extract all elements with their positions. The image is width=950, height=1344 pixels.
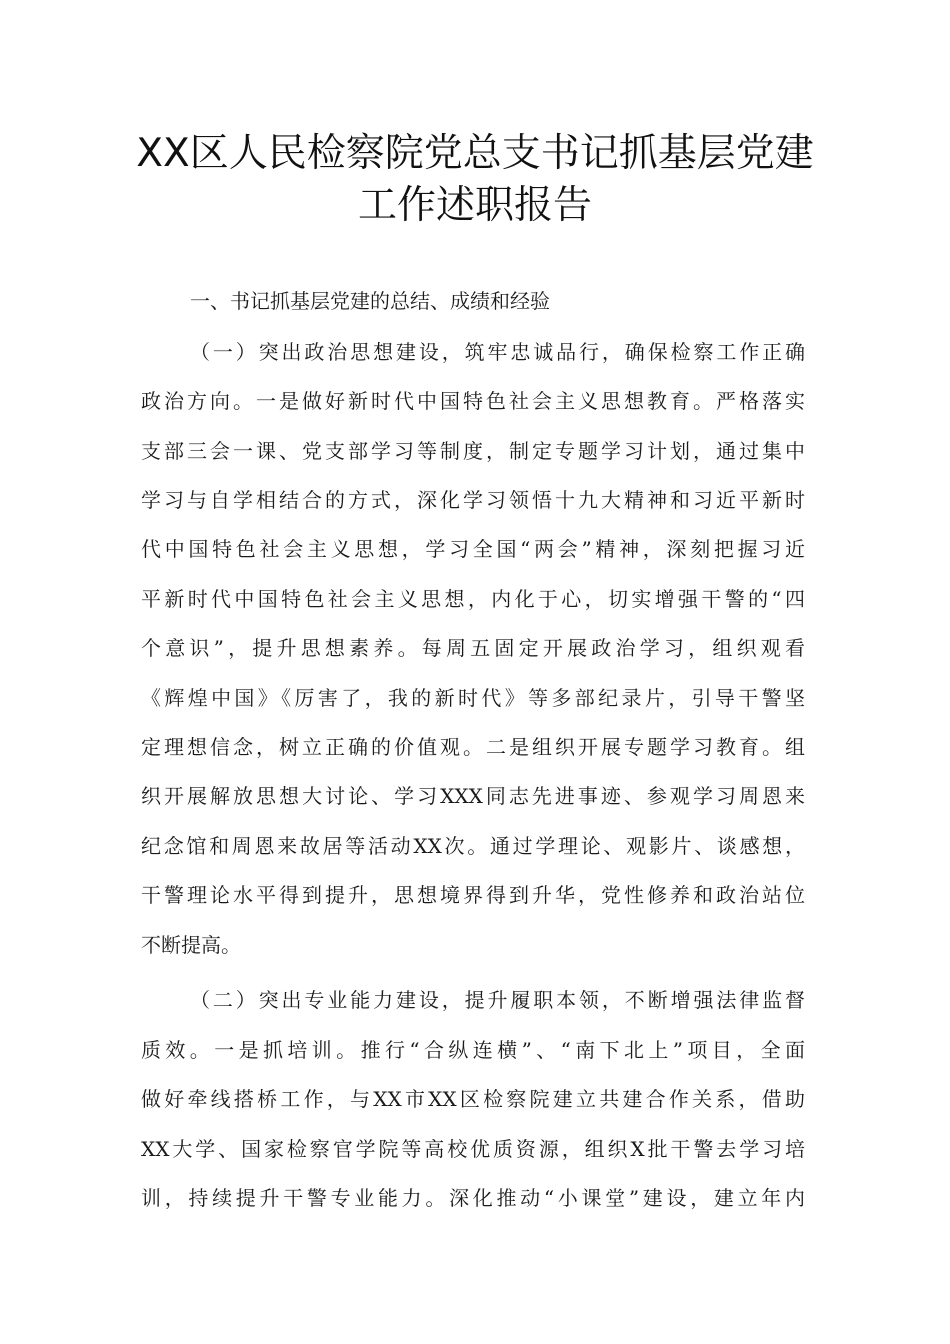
paragraph-line: 织开展解放思想大讨论、学习XXX同志先进事迹、参观学习周恩来: [141, 784, 805, 808]
paragraph-line: 训，持续提升干警专业能力。深化推动“小课堂”建设，建立年内: [141, 1186, 805, 1210]
section-heading: 一、书记抓基层党建的总结、成绩和经验: [190, 289, 550, 313]
paragraph-line: 学习与自学相结合的方式，深化学习领悟十九大精神和习近平新时: [141, 488, 805, 512]
paragraph-line: 平新时代中国特色社会主义思想，内化于心，切实增强干警的“四: [141, 587, 805, 611]
paragraph-line: （一）突出政治思想建设，筑牢忠诚品行，确保检察工作正确: [190, 340, 805, 364]
paragraph-line: 支部三会一课、党支部学习等制度，制定专题学习计划，通过集中: [141, 439, 805, 463]
paragraph-line: 个意识”，提升思想素养。每周五固定开展政治学习，组织观看: [141, 636, 805, 660]
paragraph-line: XX大学、国家检察官学院等高校优质资源，组织X批干警去学习培: [141, 1137, 805, 1161]
paragraph-line: 做好牵线搭桥工作，与XX市XX区检察院建立共建合作关系，借助: [141, 1087, 805, 1111]
paragraph-line: 干警理论水平得到提升，思想境界得到升华，党性修养和政治站位: [141, 883, 805, 907]
paragraph-line: （二）突出专业能力建设，提升履职本领，不断增强法律监督: [190, 988, 805, 1012]
paragraph-line: 《辉煌中国》《厉害了，我的新时代》等多部纪录片，引导干警坚: [141, 686, 805, 710]
paragraph-line: 定理想信念，树立正确的价值观。二是组织开展专题学习教育。组: [141, 735, 805, 759]
paragraph-line: 政治方向。一是做好新时代中国特色社会主义思想教育。严格落实: [141, 389, 805, 413]
paragraph-line: 纪念馆和周恩来故居等活动XX次。通过学理论、观影片、谈感想，: [141, 834, 805, 858]
paragraph-line: 不断提高。: [141, 933, 241, 957]
paragraph-line: 代中国特色社会主义思想，学习全国“两会”精神，深刻把握习近: [141, 537, 805, 561]
paragraph-line: 质效。一是抓培训。推行“合纵连横”、“南下北上”项目，全面: [141, 1038, 805, 1062]
document-title-line-1: XX区人民检察院党总支书记抓基层党建: [136, 131, 814, 176]
document-title-line-2: 工作述职报告: [357, 183, 592, 228]
